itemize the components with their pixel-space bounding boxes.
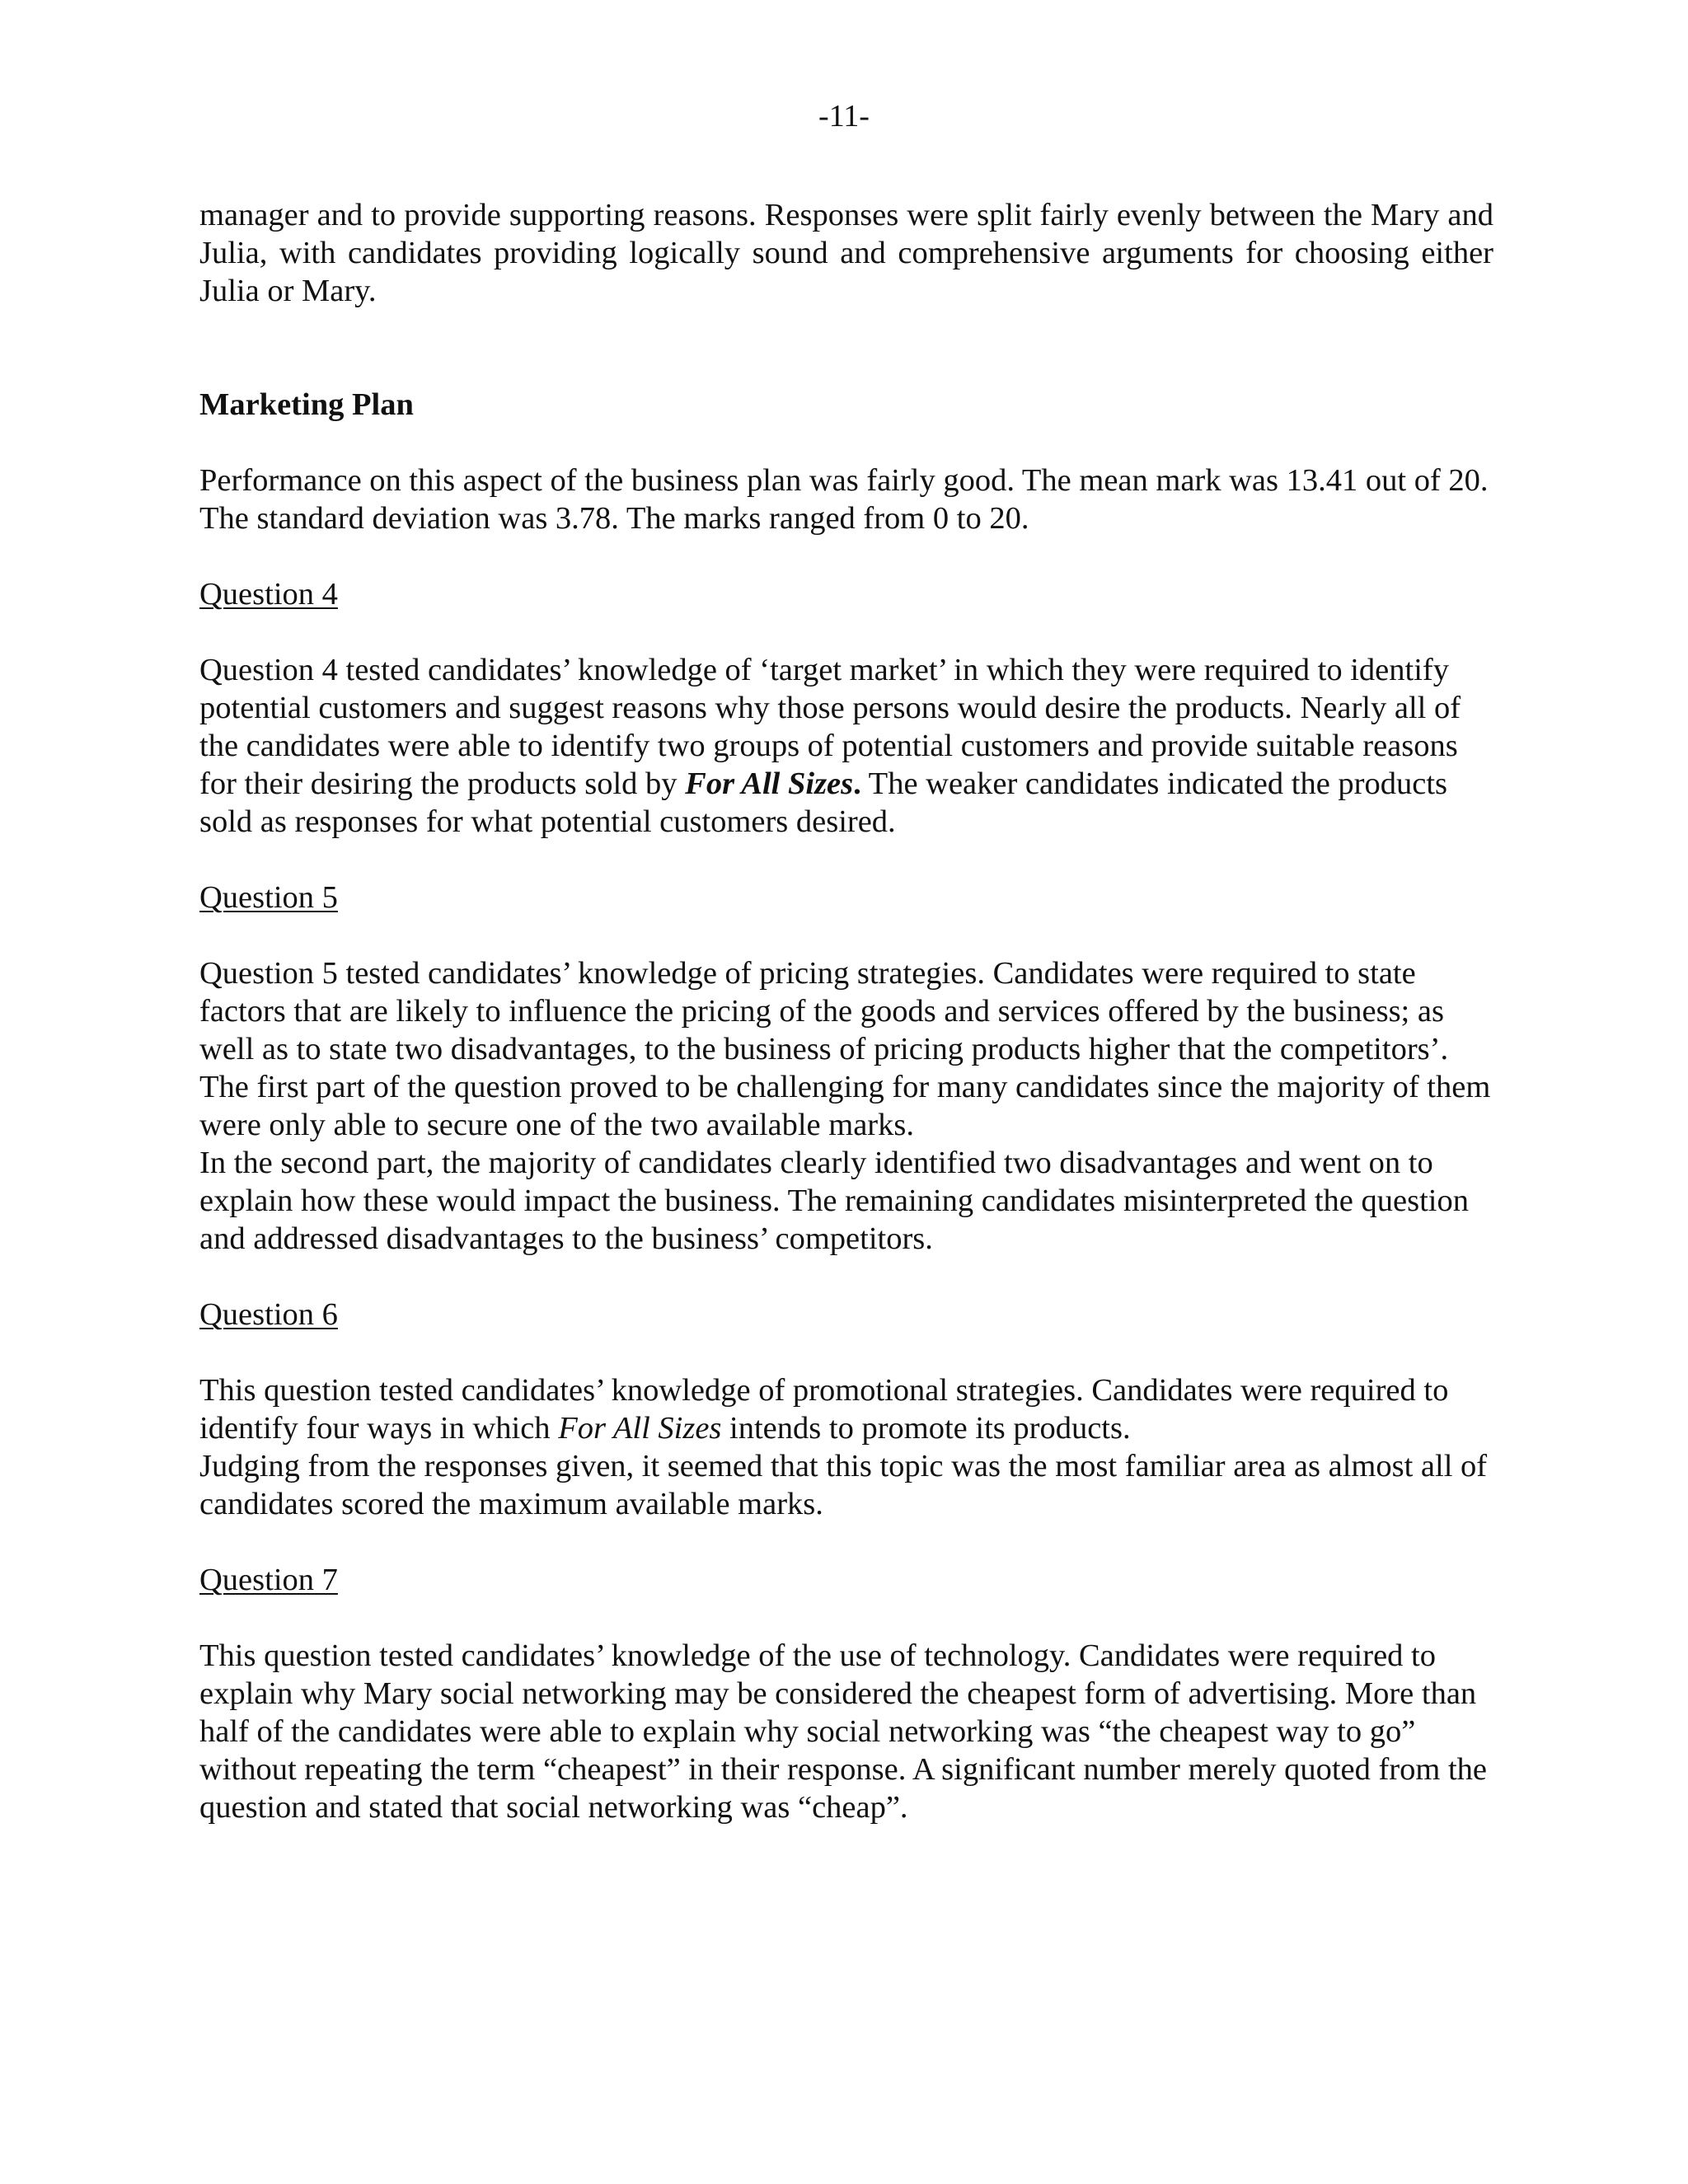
question-5-heading: Question 5: [199, 880, 338, 915]
question-7-heading: Question 7: [199, 1563, 338, 1597]
section-heading-marketing-plan: Marketing Plan: [199, 387, 414, 422]
question-7-paragraph: This question tested candidates’ knowledge of the use of technology. Candidates were required to explain why Mary social networking may be considered the cheapest form of advertising. More than half of the candidates were able to explain why social networking was “the cheapest way to go” without repeating the term “cheapest” in their response. A significant number merely quoted from the question and stated that social networking was “cheap”.: [199, 1638, 1487, 1825]
business-name-italic: For All Sizes: [558, 1411, 722, 1446]
question-5-paragraph-2: The first part of the question proved to be challenging for many candidates since the majority of them were only able to secure one of the two available marks.: [199, 1070, 1491, 1142]
question-6-heading-row: [199, 1296, 1493, 1333]
question-4-heading-row: [199, 575, 1493, 613]
question-6-heading: Question 6: [199, 1297, 338, 1332]
page-body: [199, 196, 1493, 1826]
question-6-text-before: This question tested candidates’ knowledge of promotional strategies. Candidates were required to identify four ways in which: [199, 1373, 1449, 1446]
page-number: -11-: [818, 99, 870, 134]
question-4-paragraph: [199, 651, 1493, 841]
question-5-paragraph-1: Question 5 tested candidates’ knowledge of pricing strategies. Candidates were required to state factors that are likely to influence the pricing of the goods and services offered by the business; as well as to state two disadvantages, to the business of pricing products higher that the competitors’.: [199, 956, 1449, 1066]
question-7-heading-row: [199, 1561, 1493, 1599]
question-5-paragraph-3: In the second part, the majority of candidates clearly identified two disadvantages and went on to explain how these would impact the business. The remaining candidates misinterpreted the question and addressed disadvantages to the business’ competitors.: [199, 1146, 1469, 1256]
business-name-bold-italic: For All Sizes: [685, 766, 854, 801]
question-6-paragraph-2: Judging from the responses given, it seemed that this topic was the most familiar area as almost all of candidates scored the maximum available marks.: [199, 1449, 1488, 1521]
question-4-heading: Question 4: [199, 577, 338, 612]
intro-paragraph: manager and to provide supporting reasons. Responses were split fairly evenly between the Mary and Julia, with candidates providing logically sound and comprehensive arguments for choosing either Julia or Mary.: [199, 198, 1493, 308]
marketing-plan-summary: Performance on this aspect of the business plan was fairly good. The mean mark was 13.41 out of 20. The standard deviation was 3.78. The marks ranged from 0 to 20.: [199, 463, 1489, 536]
question-4-text-before: Question 4 tested candidates’ knowledge of ‘target market’ in which they were required to identify potential customers and suggest reasons why those persons would desire the products. Nearly all of the candidates were able to identify two groups of potential customers and provide suitable reasons for their desiring the products sold by: [199, 653, 1461, 801]
question-6-text-after: intends to promote its products.: [721, 1411, 1131, 1446]
question-4-text-after: The weaker candidates indicated the products sold as responses for what potential customers desired.: [199, 766, 1448, 839]
question-5-heading-row: [199, 879, 1493, 916]
question-4-period: .: [853, 766, 861, 801]
question-6-paragraph-1: [199, 1371, 1493, 1447]
